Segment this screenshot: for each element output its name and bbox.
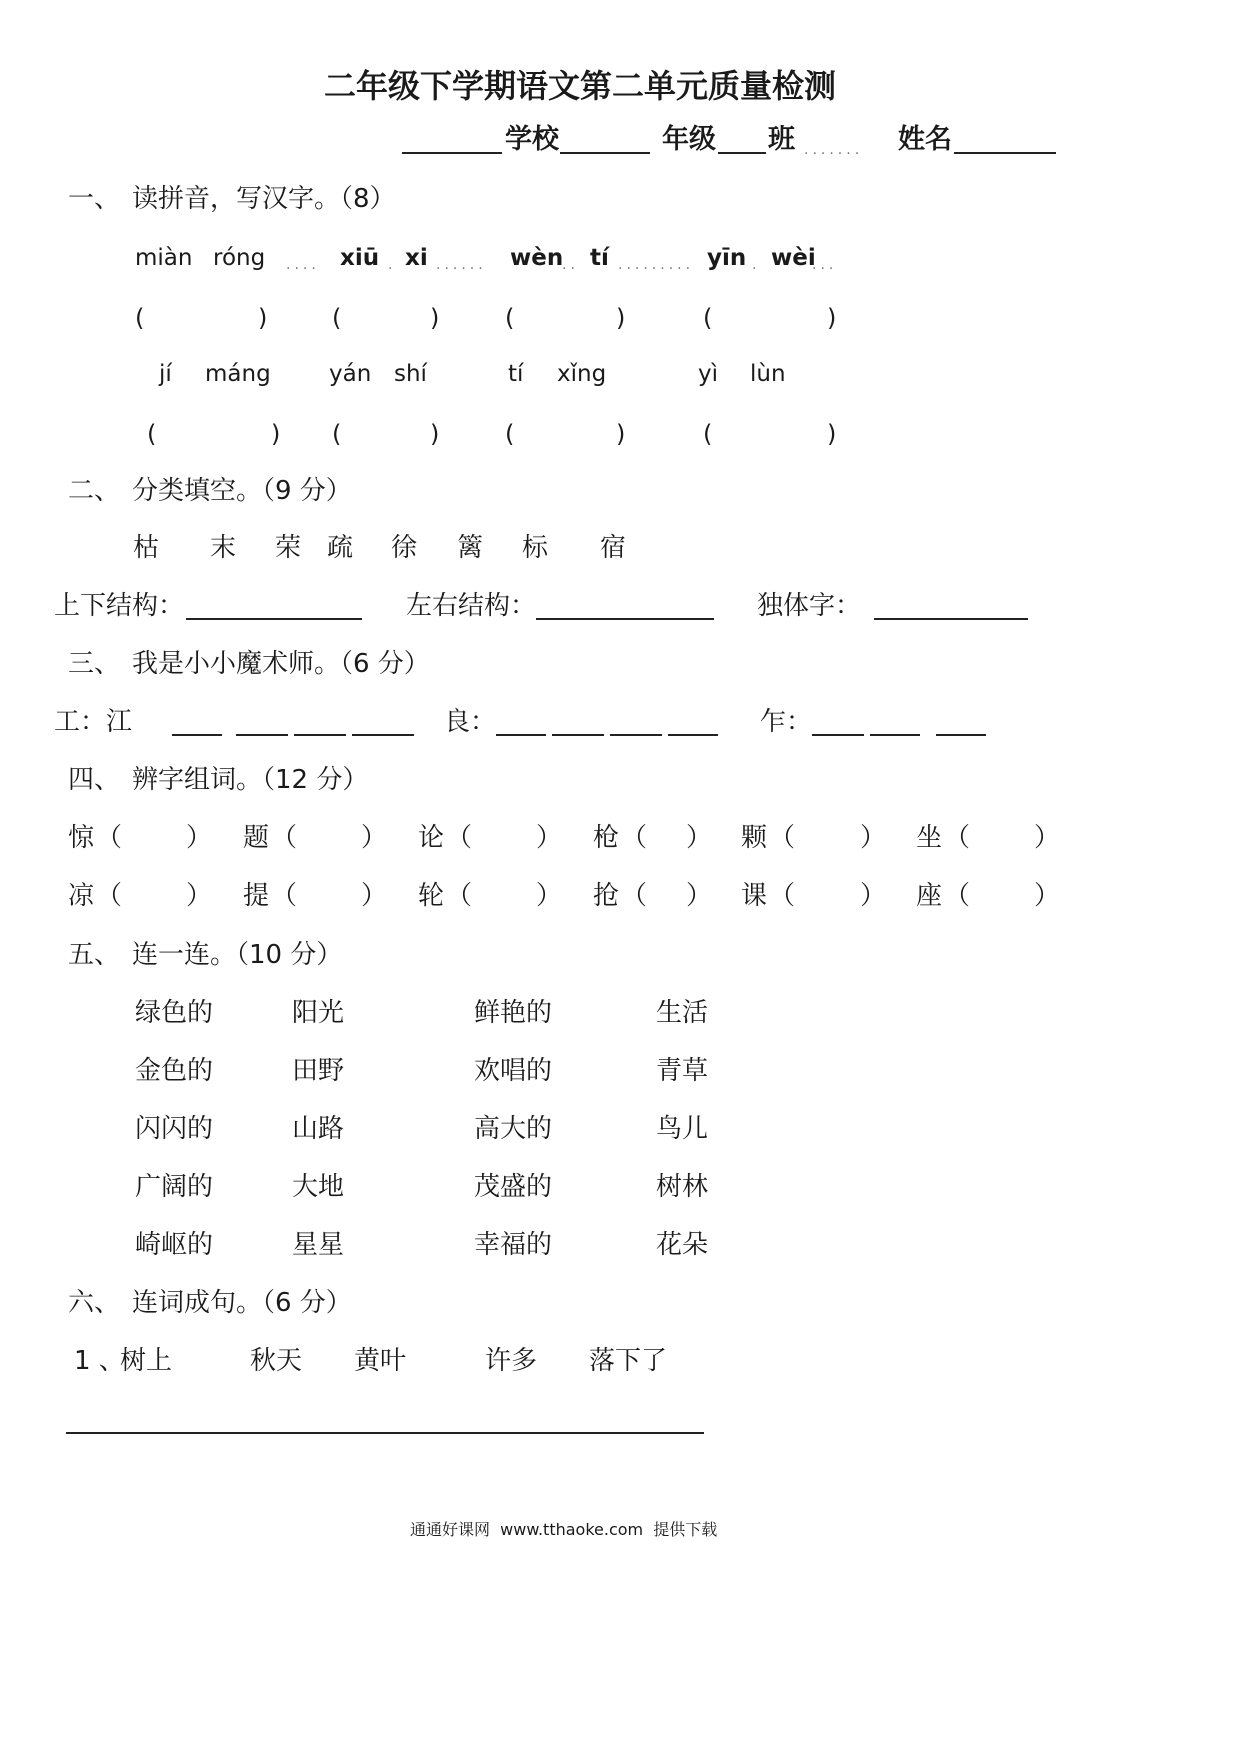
- paren: ）: [860, 823, 887, 853]
- distinguish-char: 轮: [418, 881, 445, 911]
- match-word[interactable]: 阳光: [292, 998, 345, 1028]
- paren: ）: [361, 823, 388, 853]
- match-word[interactable]: 树林: [656, 1172, 709, 1202]
- page-title: 二年级下学期语文第二单元质量检测: [324, 67, 837, 105]
- single-blank[interactable]: [874, 618, 1028, 620]
- magic-blank[interactable]: [812, 734, 864, 736]
- pinyin: tí: [590, 245, 609, 271]
- match-word[interactable]: 花朵: [656, 1230, 709, 1260]
- magic-label-zha: 乍：: [760, 707, 813, 737]
- magic-label-gong: 工：江: [54, 707, 133, 737]
- magic-blank[interactable]: [236, 734, 288, 736]
- answer-paren-open: (: [703, 420, 713, 448]
- sentence-num: 1 、: [74, 1346, 125, 1376]
- distinguish-char: 坐: [916, 823, 943, 853]
- distinguish-char: 惊: [68, 823, 95, 853]
- section-4-num: 四、: [68, 765, 121, 795]
- paren: ）: [686, 823, 713, 853]
- distinguish-char: 抢: [593, 881, 620, 911]
- pinyin: róng: [213, 245, 266, 271]
- pinyin: yīn: [707, 245, 747, 271]
- pinyin: yán: [329, 361, 372, 387]
- answer-paren-close: ): [430, 304, 440, 332]
- sentence-word: 黄叶: [354, 1346, 407, 1376]
- pinyin: miàn: [135, 245, 193, 271]
- paren: （: [446, 881, 473, 911]
- paren: （: [621, 881, 648, 911]
- paren: （: [621, 823, 648, 853]
- magic-label-liang: 良：: [444, 707, 497, 737]
- magic-blank[interactable]: [496, 734, 546, 736]
- pinyin: yì: [698, 361, 719, 387]
- magic-blank[interactable]: [936, 734, 986, 736]
- answer-paren-close: ): [258, 304, 268, 332]
- name-label: 姓名: [898, 124, 952, 155]
- pinyin: jí: [159, 361, 172, 387]
- distinguish-char: 颗: [741, 823, 768, 853]
- sentence-word: 许多: [485, 1346, 538, 1376]
- pinyin: xǐng: [557, 361, 607, 387]
- dots: ...: [812, 257, 838, 273]
- dots: ....: [286, 257, 320, 273]
- paren: ）: [686, 881, 713, 911]
- paren: （: [96, 881, 123, 911]
- pinyin: tí: [508, 361, 524, 387]
- answer-paren-close: ): [430, 420, 440, 448]
- top-bottom-blank[interactable]: [186, 618, 362, 620]
- sentence-answer-line[interactable]: [66, 1432, 704, 1434]
- paren: ）: [860, 881, 887, 911]
- section-6-title: 连词成句。（6 分）: [132, 1288, 352, 1318]
- paren: ）: [186, 823, 213, 853]
- paren: （: [271, 881, 298, 911]
- match-word[interactable]: 崎岖的: [135, 1230, 214, 1260]
- paren: ）: [536, 823, 563, 853]
- paren: （: [944, 881, 971, 911]
- magic-blank[interactable]: [668, 734, 718, 736]
- match-word[interactable]: 星星: [292, 1230, 345, 1260]
- distinguish-char: 论: [418, 823, 445, 853]
- match-word[interactable]: 青草: [656, 1056, 709, 1086]
- answer-paren-open: (: [505, 420, 515, 448]
- paren: （: [96, 823, 123, 853]
- match-word[interactable]: 欢唱的: [474, 1056, 553, 1086]
- classify-char: 标: [522, 533, 549, 563]
- match-word[interactable]: 高大的: [474, 1114, 553, 1144]
- classify-label-single: 独体字：: [757, 591, 862, 621]
- paren: （: [944, 823, 971, 853]
- distinguish-char: 凉: [68, 881, 95, 911]
- answer-paren-open: (: [147, 420, 157, 448]
- pinyin: xi: [405, 245, 428, 271]
- sentence-word: 落下了: [589, 1346, 668, 1376]
- paren: ）: [186, 881, 213, 911]
- name-blank[interactable]: [954, 152, 1056, 154]
- section-3-title: 我是小小魔术师。（6 分）: [132, 649, 430, 679]
- answer-paren-close: ): [616, 420, 626, 448]
- answer-paren-open: (: [135, 304, 145, 332]
- match-word[interactable]: 金色的: [135, 1056, 214, 1086]
- answer-paren-open: (: [505, 304, 515, 332]
- section-4-title: 辨字组词。（12 分）: [132, 765, 369, 795]
- answer-paren-close: ): [827, 420, 837, 448]
- school-blank-2[interactable]: [560, 152, 650, 154]
- section-2-title: 分类填空。（9 分）: [132, 476, 352, 506]
- grade-label: 年级: [662, 124, 716, 155]
- pinyin: lùn: [750, 361, 786, 387]
- magic-blank[interactable]: [552, 734, 604, 736]
- match-word[interactable]: 闪闪的: [135, 1114, 214, 1144]
- classify-char: 枯: [133, 533, 160, 563]
- paren: ）: [1034, 823, 1061, 853]
- dots: ..: [562, 257, 579, 273]
- magic-blank[interactable]: [172, 734, 222, 736]
- left-right-blank[interactable]: [536, 618, 714, 620]
- paren: ）: [536, 881, 563, 911]
- answer-paren-close: ): [827, 304, 837, 332]
- answer-paren-close: ): [616, 304, 626, 332]
- classify-label-top-bottom: 上下结构：: [54, 591, 185, 621]
- footer-credit: 通通好课网 www.tthaoke.com 提供下载: [410, 1520, 718, 1539]
- distinguish-char: 题: [243, 823, 270, 853]
- classify-char: 徐: [391, 533, 418, 563]
- match-word[interactable]: 山路: [292, 1114, 345, 1144]
- match-word[interactable]: 绿色的: [135, 998, 214, 1028]
- classify-char: 末: [210, 533, 237, 563]
- sentence-word: 树上: [120, 1346, 173, 1376]
- classify-char: 篱: [457, 533, 484, 563]
- school-label: 学校: [505, 124, 559, 155]
- answer-paren-close: ): [271, 420, 281, 448]
- paren: ）: [361, 881, 388, 911]
- classify-char: 宿: [600, 533, 627, 563]
- section-5-title: 连一连。（10 分）: [132, 940, 343, 970]
- section-2-num: 二、: [68, 476, 121, 506]
- distinguish-char: 座: [916, 881, 943, 911]
- paren: （: [769, 881, 796, 911]
- match-word[interactable]: 茂盛的: [474, 1172, 553, 1202]
- pinyin: máng: [205, 361, 271, 387]
- pinyin: wèn: [510, 245, 564, 271]
- match-word[interactable]: 田野: [292, 1056, 345, 1086]
- paren: （: [446, 823, 473, 853]
- match-word[interactable]: 鲜艳的: [474, 998, 553, 1028]
- match-word[interactable]: 广阔的: [135, 1172, 214, 1202]
- paren: ）: [1034, 881, 1061, 911]
- section-3-num: 三、: [68, 649, 121, 679]
- pinyin: wèi: [771, 245, 816, 271]
- dots: ......: [436, 257, 487, 273]
- paren: （: [769, 823, 796, 853]
- classify-char: 疏: [327, 533, 354, 563]
- dots: .......: [804, 142, 864, 158]
- dots: .: [752, 257, 761, 273]
- section-1-num: 一、: [68, 184, 121, 214]
- match-word[interactable]: 幸福的: [474, 1230, 553, 1260]
- pinyin: xiū: [340, 245, 380, 271]
- grade-blank[interactable]: [718, 152, 766, 154]
- match-word[interactable]: 鸟儿: [656, 1114, 709, 1144]
- magic-blank[interactable]: [294, 734, 346, 736]
- classify-char: 荣: [275, 533, 302, 563]
- distinguish-char: 课: [741, 881, 768, 911]
- answer-paren-open: (: [332, 304, 342, 332]
- classify-label-left-right: 左右结构：: [406, 591, 537, 621]
- pinyin: shí: [394, 361, 427, 387]
- sentence-word: 秋天: [250, 1346, 303, 1376]
- class-label: 班: [768, 124, 795, 155]
- distinguish-char: 枪: [593, 823, 620, 853]
- school-blank[interactable]: [402, 152, 502, 154]
- magic-blank[interactable]: [352, 734, 414, 736]
- section-5-num: 五、: [68, 940, 121, 970]
- distinguish-char: 提: [243, 881, 270, 911]
- magic-blank[interactable]: [870, 734, 920, 736]
- section-1-title: 读拼音，写汉字。（8）: [132, 184, 396, 214]
- section-6-num: 六、: [68, 1288, 121, 1318]
- dots: .........: [618, 257, 695, 273]
- answer-paren-open: (: [703, 304, 713, 332]
- match-word[interactable]: 生活: [656, 998, 709, 1028]
- magic-blank[interactable]: [610, 734, 662, 736]
- match-word[interactable]: 大地: [292, 1172, 345, 1202]
- answer-paren-open: (: [332, 420, 342, 448]
- paren: （: [271, 823, 298, 853]
- dots: .: [388, 257, 397, 273]
